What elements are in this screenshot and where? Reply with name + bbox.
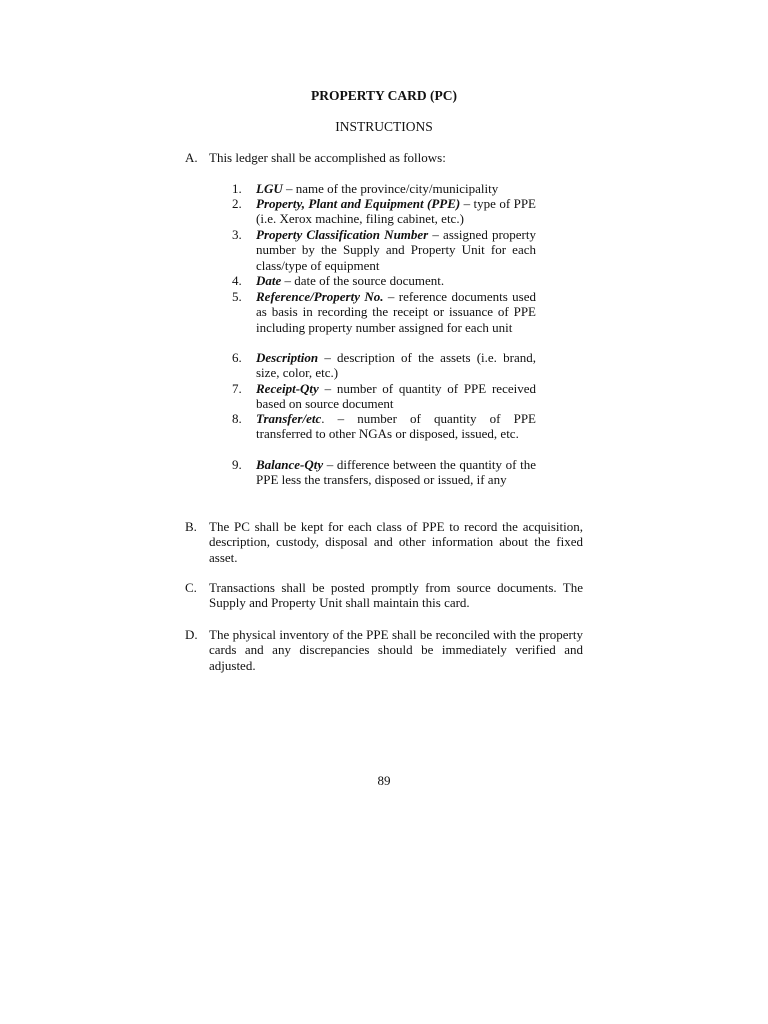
list-item-number: 8. xyxy=(232,411,242,426)
list-item-number: 7. xyxy=(232,381,242,396)
list-item-description: – difference between the quantity of the PPE less the transfers, disposed or issued, if any xyxy=(256,457,536,488)
list-item-description: – assigned property number by the Supply and Property Unit for each class/type of equipment xyxy=(256,227,537,273)
list-item xyxy=(256,381,536,412)
list-item-description: – date of the source document. xyxy=(281,273,445,288)
list-item-number: 2. xyxy=(232,196,242,211)
list-item xyxy=(256,196,536,227)
list-item-number: 3. xyxy=(232,227,242,242)
section-d-text: The physical inventory of the PPE shall be reconciled with the property cards and any discrepancies should be immediately verified and adjusted. xyxy=(209,627,583,673)
list-item-term: Property, Plant and Equipment (PPE) xyxy=(256,196,461,211)
section-b-letter: B. xyxy=(185,519,197,534)
section-a-letter: A. xyxy=(185,150,198,165)
list-item-number: 4. xyxy=(232,273,242,288)
list-item xyxy=(256,181,536,196)
list-item-description: – name of the province/city/municipality xyxy=(282,181,499,196)
document-subtitle: INSTRUCTIONS xyxy=(335,119,433,134)
list-item xyxy=(256,227,536,273)
list-item-term: Receipt-Qty xyxy=(256,381,319,396)
list-item-number: 1. xyxy=(232,181,242,196)
list-item-description: . – number of quantity of PPE transferred to other NGAs or disposed, issued, etc. xyxy=(256,411,536,442)
list-item-number: 9. xyxy=(232,457,242,472)
list-item-term: Reference/Property No. xyxy=(256,289,384,304)
section-c-text: Transactions shall be posted promptly from source documents. The Supply and Property Unit shall maintain this card. xyxy=(209,580,583,611)
section-b-text: The PC shall be kept for each class of PPE to record the acquisition, description, custody, disposal and other information about the fixed asset. xyxy=(209,519,583,565)
list-item-term: Transfer/etc xyxy=(256,411,322,426)
list-item-number: 6. xyxy=(232,350,242,365)
list-item-term: Balance-Qty xyxy=(256,457,324,472)
list-item-term: Property Classification Number xyxy=(256,227,429,242)
list-item-description: – type of PPE (i.e. Xerox machine, filing cabinet, etc.) xyxy=(256,196,536,227)
list-item-term: LGU xyxy=(256,181,283,196)
list-item xyxy=(256,411,536,442)
list-item-description: – reference documents used as basis in recording the receipt or issuance of PPE including property number assigned for each unit xyxy=(256,289,536,335)
section-c-letter: C. xyxy=(185,580,197,595)
list-item-term: Description xyxy=(256,350,319,365)
list-item-description: – number of quantity of PPE received based on source document xyxy=(256,381,536,412)
page-number: 89 xyxy=(377,773,391,788)
list-item-term: Date xyxy=(256,273,282,288)
list-item xyxy=(256,350,536,381)
section-d-letter: D. xyxy=(185,627,198,642)
list-item-description: – description of the assets (i.e. brand, size, color, etc.) xyxy=(256,350,536,381)
list-item xyxy=(256,457,536,488)
section-a-text: This ledger shall be accomplished as follows: xyxy=(209,150,446,165)
list-item-number: 5. xyxy=(232,289,242,304)
list-item xyxy=(256,289,536,335)
document-title: PROPERTY CARD (PC) xyxy=(310,88,457,103)
list-item xyxy=(256,273,536,288)
